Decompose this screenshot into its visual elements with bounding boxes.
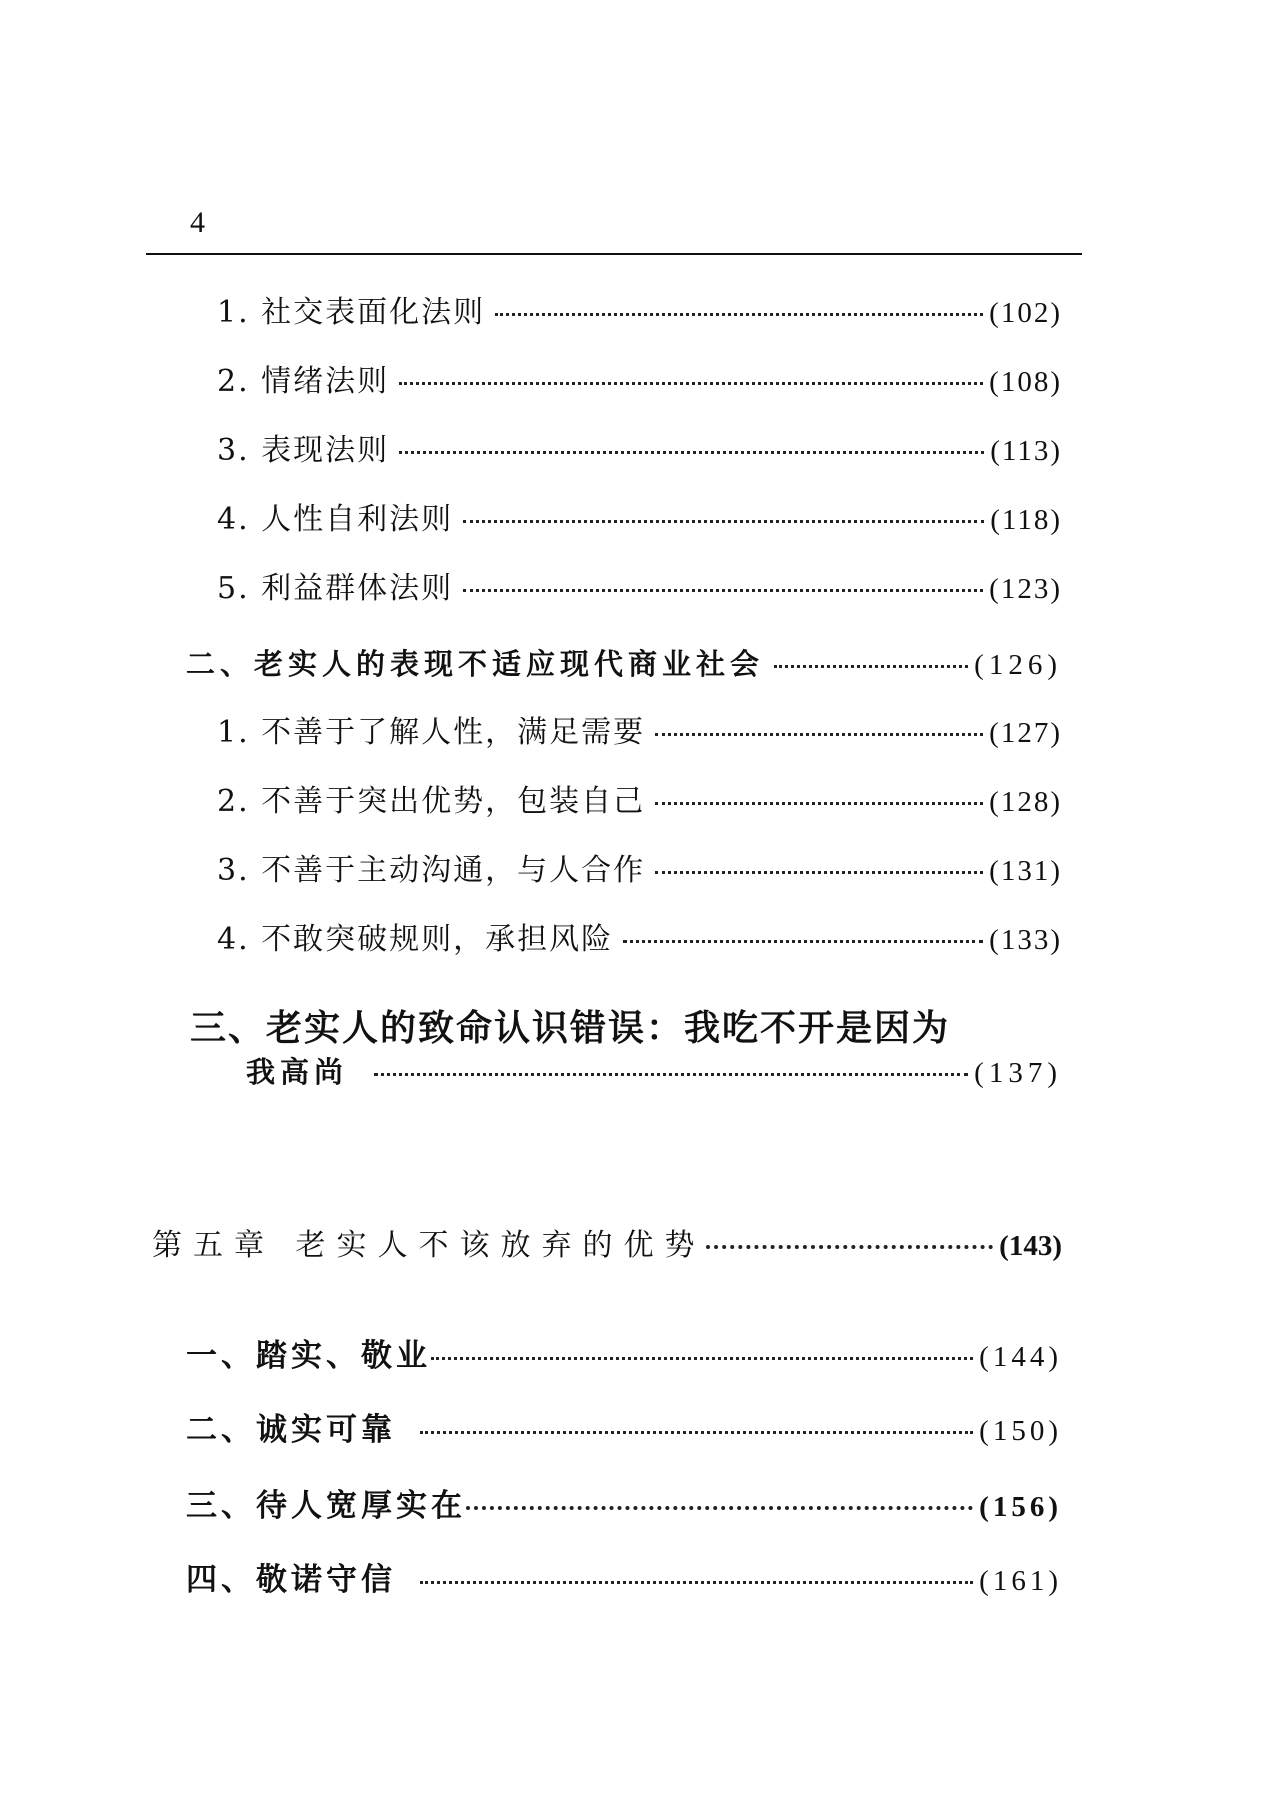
toc-section-page: (156) xyxy=(979,1491,1062,1523)
dot-leader xyxy=(466,1506,973,1510)
toc-entry-label: 2. 不善于突出优势，包装自己 xyxy=(217,784,646,819)
toc-entry-page: (102) xyxy=(989,297,1062,329)
toc-entry-page: (128) xyxy=(989,786,1062,818)
dot-leader xyxy=(655,802,983,805)
toc-entry xyxy=(217,920,1062,960)
toc-chapter-page: (143) xyxy=(999,1230,1062,1262)
dot-leader xyxy=(420,1581,973,1584)
dot-leader xyxy=(623,940,983,943)
toc-entry-page: (108) xyxy=(989,366,1062,398)
toc-entry-label: 4. 人性自利法则 xyxy=(217,502,454,537)
toc-section-label: 三、待人宽厚实在 xyxy=(186,1488,466,1524)
toc-entry xyxy=(217,782,1062,822)
toc-section xyxy=(246,1052,1062,1092)
toc-section xyxy=(186,1410,1062,1450)
toc-entry-label: 1. 不善于了解人性，满足需要 xyxy=(217,715,646,750)
toc-entry-page: (113) xyxy=(990,435,1062,467)
toc-section-label: 一、踏实、敬业 xyxy=(186,1338,431,1374)
toc-entry-label: 2. 情绪法则 xyxy=(217,364,390,399)
toc-section-page: (126) xyxy=(974,649,1062,681)
dot-leader xyxy=(463,520,984,523)
toc-section xyxy=(186,1560,1062,1600)
dot-leader xyxy=(463,589,983,592)
dot-leader xyxy=(495,313,983,316)
dot-leader xyxy=(655,733,983,736)
toc-section-label: 我高尚 xyxy=(246,1055,349,1089)
dot-leader xyxy=(399,451,984,454)
toc-section-page: (161) xyxy=(979,1565,1062,1597)
toc-entry xyxy=(217,569,1062,609)
toc-entry xyxy=(217,851,1062,891)
toc-entry-label: 3. 不善于主动沟通，与人合作 xyxy=(217,853,646,888)
toc-section-label: 二、诚实可靠 xyxy=(186,1412,396,1448)
toc-entry-page: (118) xyxy=(990,504,1062,536)
toc-section xyxy=(186,1336,1062,1376)
toc-chapter xyxy=(152,1226,1062,1266)
dot-leader xyxy=(431,1357,973,1360)
toc-section xyxy=(186,1486,1062,1526)
toc-section-title: 三、老实人的致命认识错误：我吃不开是因为 xyxy=(190,1008,951,1049)
toc-chapter-label: 第五章 老实人不该放弃的优势 xyxy=(152,1228,706,1263)
toc-entry-page: (127) xyxy=(989,717,1062,749)
dot-leader xyxy=(420,1431,973,1434)
toc-section-page: (150) xyxy=(979,1415,1062,1447)
dot-leader xyxy=(655,871,983,874)
toc-entry xyxy=(217,293,1062,333)
toc-entry-label: 5. 利益群体法则 xyxy=(217,571,454,606)
toc-entry-page: (133) xyxy=(989,924,1062,956)
page-number: 4 xyxy=(190,206,205,239)
toc-entry-page: (123) xyxy=(989,573,1062,605)
toc-entry-page: (131) xyxy=(989,855,1062,887)
dot-leader xyxy=(399,382,983,385)
toc-entry xyxy=(217,362,1062,402)
toc-entry xyxy=(217,713,1062,753)
toc-section-label: 四、敬诺守信 xyxy=(186,1562,396,1598)
header-rule xyxy=(146,253,1082,255)
toc-section xyxy=(186,644,1062,684)
toc-entry-label: 4. 不敢突破规则，承担风险 xyxy=(217,922,614,957)
toc-entry xyxy=(217,431,1062,471)
dot-leader xyxy=(706,1245,994,1249)
toc-entry xyxy=(217,500,1062,540)
toc-section-label: 二、老实人的表现不适应现代商业社会 xyxy=(186,647,765,681)
toc-entry-label: 3. 表现法则 xyxy=(217,433,390,468)
toc-entry-label: 1. 社交表面化法则 xyxy=(217,295,486,330)
toc-section-page: (144) xyxy=(979,1341,1062,1373)
toc-section-page: (137) xyxy=(974,1057,1062,1089)
dot-leader xyxy=(774,665,968,668)
dot-leader xyxy=(374,1073,968,1076)
